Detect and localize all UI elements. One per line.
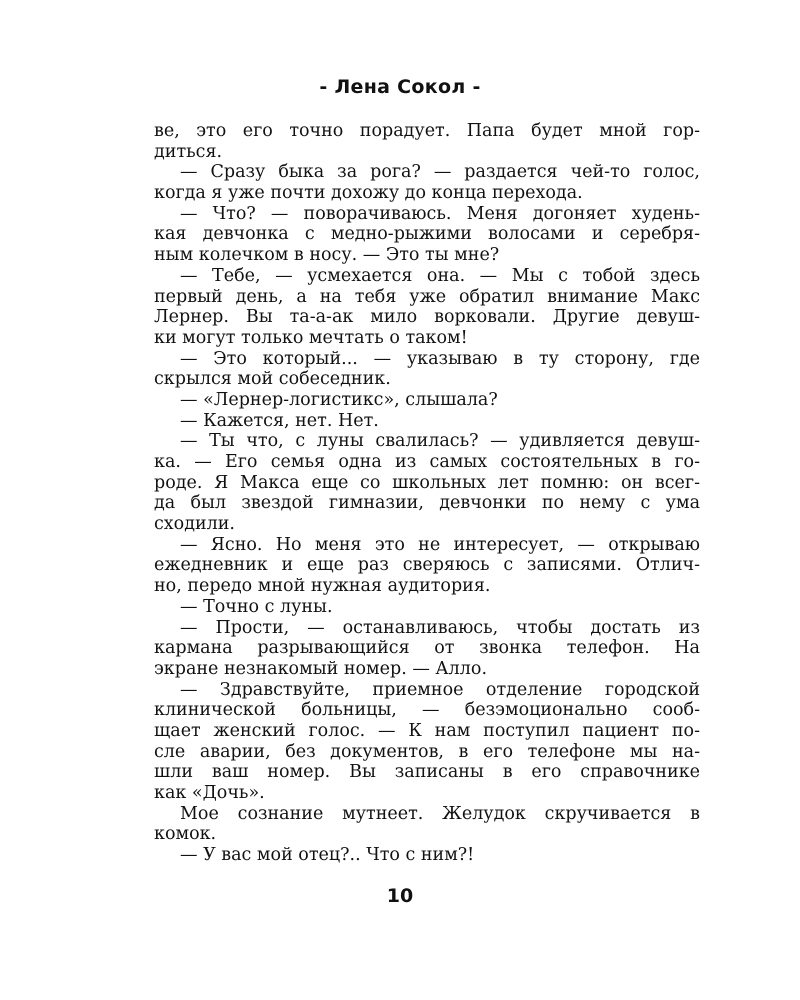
- text-line: Мое сознание мутнеет. Желудок скручивается в: [180, 803, 700, 824]
- text-line: — Что? — поворачиваюсь. Меня догоняет худень-: [180, 203, 700, 224]
- text-line: клинической больницы, — безэмоционально сооб-: [154, 700, 700, 721]
- text-line: кая девчонка с медно-рыжими волосами и серебря-: [154, 224, 700, 245]
- body-text: [154, 121, 700, 866]
- text-line: — Ты что, с луны свалилась? — удивляется девуш-: [180, 431, 700, 452]
- text-line: ка. — Его семья одна из самых состоятельных в го-: [154, 452, 700, 472]
- text-line: — «Лернер-логистикс», слышала?: [180, 389, 498, 410]
- text-line: — Точно с луны.: [180, 596, 333, 617]
- text-line: сле аварии, без документов, в его телефоне мы на-: [154, 741, 700, 762]
- text-line: когда я уже почти дохожу до конца перехода.: [154, 183, 583, 204]
- text-line: — Это который... — указываю в ту сторону, где: [180, 348, 700, 369]
- text-line: — Здравствуйте, приемное отделение городской: [180, 679, 700, 700]
- text-line: ве, это его точно порадует. Папа будет мной гор-: [154, 121, 700, 141]
- text-line: — У вас мой отец?.. Что с ним?!: [180, 845, 475, 866]
- text-line: сходили.: [154, 514, 235, 535]
- text-line: комок.: [154, 824, 217, 845]
- text-line: ки могут только мечтать о таком!: [154, 327, 468, 348]
- text-line: — Сразу быка за рога? — раздается чей-то голос,: [180, 162, 700, 183]
- text-line: — Ясно. Но меня это не интересует, — открываю: [180, 534, 700, 555]
- text-line: Лернер. Вы та-а-ак мило ворковали. Другие девуш-: [154, 307, 700, 328]
- text-line: — Кажется, нет. Нет.: [180, 410, 379, 431]
- text-line: экране незнакомый номер. — Алло.: [154, 658, 488, 679]
- text-line: — Прости, — останавливаюсь, чтобы достать из: [180, 617, 700, 638]
- text-line: ным колечком в носу. — Это ты мне?: [154, 245, 500, 266]
- text-line: диться.: [154, 141, 223, 162]
- text-line: кармана разрывающийся от звонка телефон. На: [154, 638, 700, 659]
- text-line: шли ваш номер. Вы записаны в его справочнике: [154, 762, 700, 783]
- text-line: как «Дочь».: [154, 783, 265, 803]
- text-line: ежедневник и еще раз сверяюсь с записями. Отлич-: [154, 555, 700, 576]
- text-line: скрылся мой собеседник.: [154, 369, 391, 390]
- text-line: первый день, а на тебя уже обратил внимание Макс: [154, 286, 700, 307]
- text-line: да был звездой гимназии, девчонки по нему с ума: [154, 493, 700, 514]
- text-line: — Тебе, — усмехается она. — Мы с тобой здесь: [180, 265, 700, 286]
- text-line: щает женский голос. — К нам поступил пациент по-: [154, 720, 700, 741]
- running-title: - Лена Сокол -: [319, 76, 481, 98]
- text-line: но, передо мной нужная аудитория.: [154, 576, 491, 597]
- page-number: 10: [386, 885, 414, 907]
- text-line: роде. Я Макса еще со школьных лет помню: он всег-: [154, 472, 700, 493]
